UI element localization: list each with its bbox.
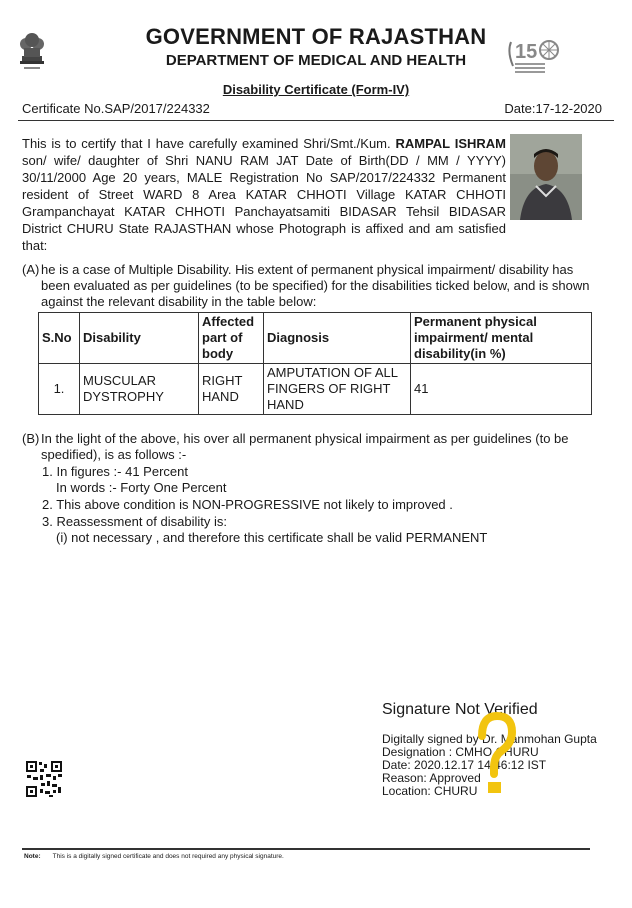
signed-by: Digitally signed by Dr. Manmohan Gupta [382, 732, 597, 746]
section-b-text: In the light of the above, his over all permanent physical impairment as per guidelines (to be spedified), is as follows :- [41, 431, 569, 462]
footer-divider [22, 848, 590, 850]
section-a-text: he is a case of Multiple Disability. His extent of permanent physical impairment/ disability has been evaluated as per guidelines (to be specified) for the disabilities ticked below, and is shown against the relevant disability in the table below: [41, 262, 590, 309]
table-row [39, 364, 592, 415]
table-header-row [39, 313, 592, 364]
impairment-in-figures: 1. In figures :- 41 Percent [42, 464, 188, 479]
footer-note-text: This is a digitally signed certificate and does not required any physical signature. [52, 853, 284, 860]
signing-date: Date: 2020.12.17 14:46:12 IST [382, 758, 547, 772]
section-b-label: (B) [22, 431, 40, 446]
header-diagnosis: Diagnosis [264, 313, 411, 364]
signer-designation: Designation : CMHO CHURU [382, 745, 539, 759]
cell-diagnosis: AMPUTATION OF ALL FINGERS OF RIGHT HAND [264, 364, 411, 415]
header-impairment-percent: Permanent physical impairment/ mental disability(in %) [411, 313, 592, 364]
footer-note [24, 853, 284, 860]
cell-sno: 1. [39, 364, 80, 415]
intro-paragraph [22, 135, 506, 254]
section-a [22, 262, 592, 310]
page-title: GOVERNMENT OF RAJASTHAN [145, 24, 487, 49]
section-a-label: (A) [22, 262, 40, 277]
qr-code-icon [25, 760, 63, 798]
patient-name: RAMPAL ISHRAM [395, 136, 506, 151]
cell-affected-part: RIGHT HAND [199, 364, 264, 415]
header-divider [18, 120, 614, 121]
cell-disability: MUSCULAR DYSTROPHY [80, 364, 199, 415]
signature-status: Signature Not Verified [382, 701, 538, 718]
reassessment-detail: (i) not necessary , and therefore this certificate shall be valid PERMANENT [56, 530, 488, 545]
impairment-in-words: In words :- Forty One Percent [56, 480, 227, 495]
svg-text:15: 15 [515, 41, 538, 63]
signing-location: Location: CHURU [382, 784, 478, 798]
intro-body: son/ wife/ daughter of Shri NANU RAM JAT Date of Birth(DD / MM / YYYY) 30/11/2000 Age 20 years, MALE Registration No SAP/2017/224332 Permanent resident of Street WARD 8 Area KATAR CHHOTI Village KATAR CHHOTI Grampanchayat KATAR CHHOTI Panchayatsamiti BIDASAR Tehsil BIDASAR District CHURU State RAJASTHAN whose Photograph is affixed and am satisfied that: [22, 153, 506, 253]
reassessment-statement: 3. Reassessment of disability is: [42, 514, 227, 529]
header-sno: S.No [39, 313, 80, 364]
condition-statement: 2. This above condition is NON-PROGRESSIVE not likely to improved . [42, 497, 453, 512]
department-title: DEPARTMENT OF MEDICAL AND HEALTH [165, 52, 467, 69]
section-b [22, 431, 592, 463]
certificate-date: Date:17-12-2020 [504, 101, 602, 116]
header-affected-part: Affected part of body [199, 313, 264, 364]
footer-note-label: Note: [24, 853, 41, 860]
signing-reason: Reason: Approved [382, 771, 481, 785]
applicant-photo [510, 134, 582, 220]
header-disability: Disability [80, 313, 199, 364]
form-title: Disability Certificate (Form-IV) [222, 82, 410, 97]
intro-lead: This is to certify that I have carefully examined Shri/Smt./Kum. [22, 136, 391, 151]
certificate-number: Certificate No.SAP/2017/224332 [22, 101, 210, 116]
cell-impairment-percent: 41 [411, 364, 592, 415]
disability-table [38, 312, 592, 415]
question-mark-icon[interactable] [470, 708, 520, 798]
